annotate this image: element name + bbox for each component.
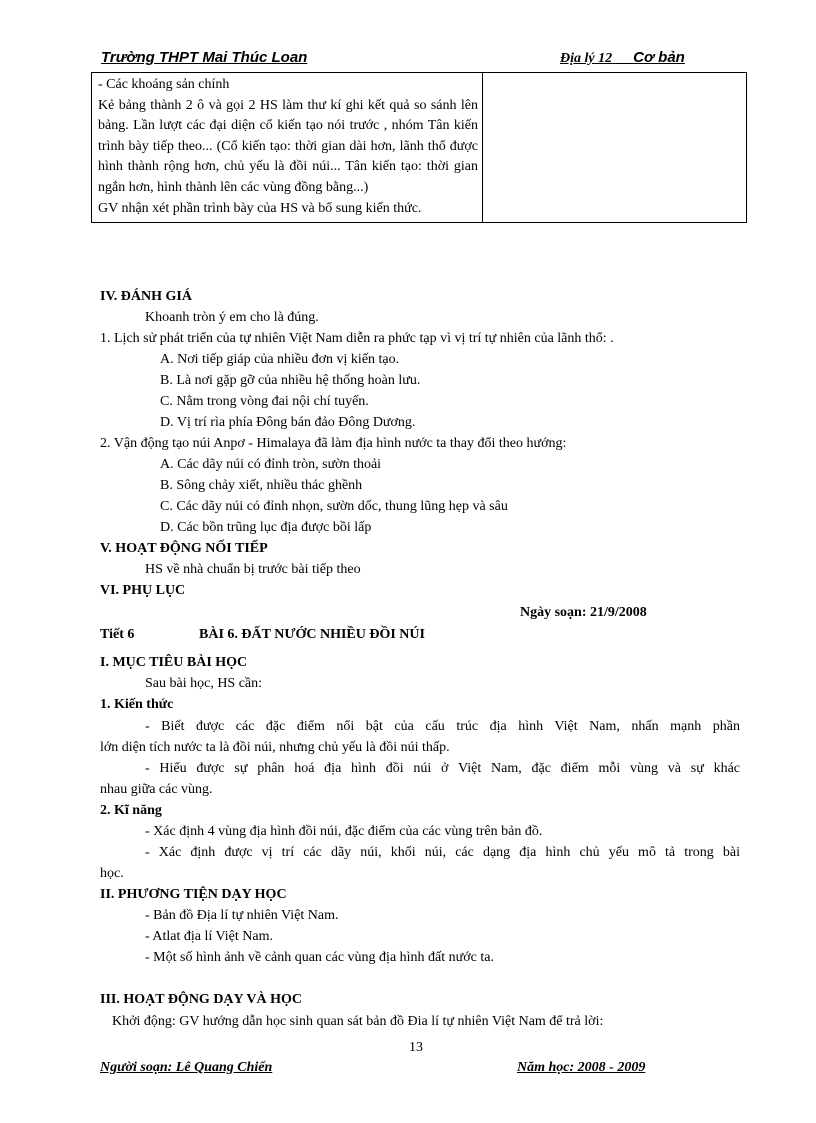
- question-2-option-b: B. Sông chảy xiết, nhiều thác ghềnh: [160, 478, 363, 493]
- question-1-option-c: C. Nằm trong vòng đai nội chí tuyến.: [160, 394, 369, 409]
- activities-title: III. HOẠT ĐỘNG DẠY VÀ HỌC: [100, 992, 302, 1007]
- skills-item-2-cont: học.: [100, 866, 124, 881]
- activity-table-right-cell: [483, 73, 747, 223]
- activities-intro: Khởi động: GV hướng dẫn học sinh quan sát bản đồ Đia lí tự nhiên Việt Nam để trả lời:: [112, 1014, 604, 1029]
- goals-title: I. MỤC TIÊU BÀI HỌC: [100, 655, 248, 670]
- section-4-title: IV. ĐÁNH GIÁ: [100, 289, 192, 304]
- question-1: 1. Lịch sử phát triển của tự nhiên Việt Nam diễn ra phức tạp vì vị trí tự nhiên của lãnh thổ: .: [100, 331, 614, 346]
- page-number: 13: [409, 1040, 423, 1055]
- knowledge-item-1: - Biết được các đặc điểm nổi bật của cấu trúc địa hình Việt Nam, nhấn mạnh phần: [145, 719, 740, 734]
- header-subject-level: Cơ bản: [633, 49, 685, 66]
- question-1-option-a: A. Nơi tiếp giáp của nhiều đơn vị kiến tạo.: [160, 352, 400, 367]
- activity-table: [91, 72, 747, 223]
- lesson-period: Tiết 6: [100, 627, 135, 642]
- knowledge-item-1-cont: lớn diện tích nước ta là đồi núi, nhưng chủ yếu là đồi núi thấp.: [100, 740, 450, 755]
- knowledge-item-2-cont: nhau giữa các vùng.: [100, 782, 213, 797]
- header-subject-name: Địa lý 12: [560, 51, 613, 66]
- skills-title: 2. Kĩ năng: [100, 803, 162, 818]
- means-item: - Bản đồ Địa lí tự nhiên Việt Nam.: [145, 908, 339, 923]
- means-item: - Atlat địa lí Việt Nam.: [145, 929, 273, 944]
- footer-year: Năm học: 2008 - 2009: [517, 1060, 646, 1075]
- section-6-title: VI. PHỤ LỤC: [100, 583, 186, 598]
- table-cell-paragraph: GV nhận xét phần trình bày của HS và bổ sung kiến thức.: [98, 200, 422, 216]
- question-2: 2. Vận động tạo núi Anpơ - Himalaya đã làm địa hình nước ta thay đổi theo hướng:: [100, 436, 567, 451]
- skills-item-2: - Xác định được vị trí các dãy núi, khối núi, các dạng địa hình chủ yếu mô tả trong bài: [145, 845, 740, 860]
- header-school: Trường THPT Mai Thúc Loan: [101, 49, 308, 66]
- header-subject: Địa lý 12 __Cơ bản: [560, 49, 685, 66]
- section-5-text: HS về nhà chuẩn bị trước bài tiếp theo: [145, 562, 361, 577]
- question-1-option-b: B. Là nơi gặp gỡ của nhiều hệ thống hoàn lưu.: [160, 373, 421, 388]
- table-cell-line: - Các khoáng sản chính: [98, 77, 230, 92]
- skills-item-1: - Xác định 4 vùng địa hình đồi núi, đặc điểm của các vùng trên bản đồ.: [145, 824, 543, 839]
- date-line: Ngày soạn: 21/9/2008: [520, 605, 647, 620]
- footer-author: Người soạn: Lê Quang Chiến: [100, 1060, 273, 1075]
- goals-intro: Sau bài học, HS cần:: [145, 676, 263, 691]
- section-4-instruction: Khoanh tròn ý em cho là đúng.: [145, 310, 319, 325]
- question-2-option-d: D. Các bồn trũng lục địa được bồi lấp: [160, 520, 372, 535]
- table-cell-paragraph: Kẻ bảng thành 2 ô và gọi 2 HS làm thư kí ghi kết quả so sánh lên bảng. Lần lượt các đại diện cổ kiến tạo nói trước , nhóm Tân kiến trình bày tiếp theo... (Cổ kiến tạo: thời gian dài hơn, lãnh thổ được hình thành rộng hơn, chủ yếu là đồi núi... Tân kiến tạo: thời gian ngắn hơn, hình thành lên các vùng đồng bằng...): [98, 97, 478, 195]
- question-2-option-c: C. Các dãy núi có đỉnh nhọn, sườn dốc, thung lũng hẹp và sâu: [160, 499, 508, 514]
- activity-table-left-cell: [92, 73, 483, 223]
- question-1-option-d: D. Vị trí rìa phía Đông bán đảo Đông Dương.: [160, 415, 416, 430]
- section-5-title: V. HOẠT ĐỘNG NỐI TIẾP: [100, 541, 268, 556]
- question-2-option-a: A. Các dãy núi có đỉnh tròn, sườn thoải: [160, 457, 382, 472]
- knowledge-item-2: - Hiểu được sự phân hoá địa hình đồi núi ở Việt Nam, đặc điểm mỗi vùng và sự khác: [145, 761, 740, 776]
- means-title: II. PHƯƠNG TIỆN DẠY HỌC: [100, 887, 287, 902]
- knowledge-title: 1. Kiến thức: [100, 697, 174, 712]
- means-item: - Một số hình ảnh về cảnh quan các vùng địa hình đất nước ta.: [145, 950, 494, 965]
- lesson-title: BÀI 6. ĐẤT NƯỚC NHIỀU ĐỒI NÚI: [199, 627, 425, 642]
